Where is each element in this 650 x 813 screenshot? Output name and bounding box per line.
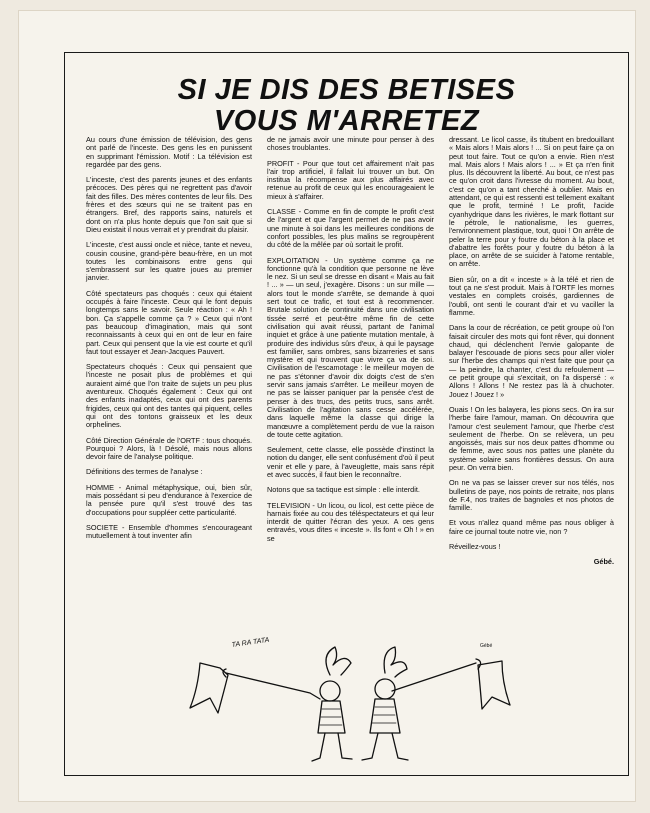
column-1 xyxy=(86,136,252,547)
paragraph: Bien sûr, on a dit « inceste » à la télé et rien de tout ça ne s'est produit. Mais à l'ORTF les mornes vestales en complets croisés, gardiennes de l'oubli, ont senti le courant d'air et vu vaciller la flamme. xyxy=(449,274,614,317)
right-banner xyxy=(478,661,510,709)
column-2 xyxy=(267,136,434,550)
trumpeters-illustration xyxy=(180,613,520,763)
page xyxy=(18,10,636,802)
paragraph: Seulement, cette classe, elle possède d'instinct la notion du danger, elle sent confusément d'où il peut venir et elle y pare, à l'aveuglette, mais sans répit et avec succès, il faut bien le reconnaître. xyxy=(267,445,434,479)
paragraph: de ne jamais avoir une minute pour penser à des choses troublantes. xyxy=(267,135,434,153)
left-trumpet xyxy=(223,669,320,699)
paragraph: Réveillez-vous ! xyxy=(449,542,501,552)
paragraph: Dans la cour de récréation, ce petit groupe où l'on faisait circuler des mots qui font rêver, qui donnent chaud, qui déclenchent l'envie galopante de balayer l'escouade de pions secs pour aller violer sur l'herbe des champs qui n'est faite que pour ça — la peindre, la chanter, c'est du refoulement — ce petit groupe qui s'excitait, on l'a dispersé : « Allons ! Allons ! Ne restez pas là à chuchoter. Jouez ! Jouez ! » xyxy=(449,323,614,399)
paragraph: Ouais ! On les balayera, les pions secs. On ira sur l'herbe faire l'amour, maman. On découvrira que l'amour c'est seulement l'amour, que l'herbe c'est seulement de l'herbe. On se relèvera, un peu angoissés, mais sur nos deux pattes d'homme ou de femme, avec sous nos pattes une planète du système solaire sans frontières dessus. On aura peur. On verra bien. xyxy=(449,404,614,472)
title-line-1: SI JE DIS DES BETISES xyxy=(177,74,516,106)
title-line-2: VOUS M'ARRETEZ xyxy=(213,105,480,137)
paragraph: TELEVISION - Un licou, ou licol, est cette pièce de harnais fixée au cou des téléspectateurs et qui leur interdit de quitter l'écran des yeux. A ces gens entravés, vous dites « inceste ». Ils font « Oh ! » en se xyxy=(267,500,434,543)
right-legs xyxy=(362,733,408,760)
paragraph: Définitions des termes de l'analyse : xyxy=(86,467,203,477)
left-head xyxy=(320,681,340,701)
left-banner xyxy=(190,663,228,713)
paragraph: Et vous n'allez quand même pas nous obliger à faire ce journal toute notre vie, non ? xyxy=(449,518,614,536)
article-frame xyxy=(64,52,629,776)
paragraph: Au cours d'une émission de télévision, des gens ont parlé de l'inceste. Des gens les en punissent en supprimant l'émission. Motif : La télévision est regardée par des gens. xyxy=(86,135,252,169)
paragraph: On ne va pas se laisser crever sur nos télés, nos bulletins de paye, nos points de retraite, nos plans de F.4, nos traites de bagnoles et nos photos de famille. xyxy=(449,478,614,513)
illustration-caption: TA RA TATA xyxy=(231,636,270,649)
left-plume xyxy=(326,647,351,675)
right-body xyxy=(370,699,400,733)
right-plume xyxy=(384,647,407,677)
paragraph: EXPLOITATION - Un système comme ça ne fonctionne qu'à la condition que personne ne lève le nez. Si un seul se dresse en disant « Mais au fait ! ... » — un seul, j'exagère. Disons : un sur mille — alors tout le monde s'arrête, se demande à quoi sert tout ce trafic, et tout est à recommencer. Brutale solution de continuité dans une civilisation tissée serré et peut-être même fin de cette civilisation qui avait réussi, partant de l'animal inquiet et grâce à une patiente mutation mentale, à produire des individus sûrs d'eux, à qui le paysage est familier, sans ombres, sans bizarreries et sans mystère et qui trouvent que vivre ça va de soi. Civilisation de l'escamotage : le meilleur moyen de ne pas s'étonner d'avoir dix doigts c'est de s'en servir sans jamais s'arrêter. Le meilleur moyen de ne pas se laisser paniquer par la pensée c'est de penser à des trucs, des petits trucs, sans arrêt. Civilisation de l'agitation sans cesse accélérée, dans laquelle même la classe qui dirige la manœuvre a complètement perdu de vue la raison de toute cette agitation. xyxy=(267,255,434,439)
paragraph: CLASSE - Comme en fin de compte le profit c'est de l'argent et que l'argent permet de ne pas avoir une minute à soi dans les meilleures conditions de confort possibles, les plus malins se regroupèrent du côté de la mêlée par où sortait le profit. xyxy=(267,207,434,250)
paragraph: Côté Direction Générale de l'ORTF : tous choqués. Pourquoi ? Alors, là ! Désolé, mais nous allons devoir faire de l'analyse politique. xyxy=(86,435,252,462)
paragraph: L'inceste, c'est aussi oncle et nièce, tante et neveu, cousin cousine, grand-père beau-frère, en un mot toutes les combinaisons entre gens qui s'embrassent sur les quatre joues au premier janvier. xyxy=(86,240,252,283)
column-3 xyxy=(449,136,614,567)
right-head xyxy=(375,679,395,699)
paragraph: Spectateurs choqués : Ceux qui pensaient que l'inceste ne posait plus de problèmes et qui auraient aimé que l'on traite de sujets un peu plus aventureux. Choqués également : Ceux qui ont des enfants inadaptés, ceux qui ont des parents frigides, ceux qui ont des tantes qui piquent, celles qui ont des tontons graisseux et les deux orphelines. xyxy=(86,362,252,430)
paragraph: PROFIT - Pour que tout cet affairement n'ait pas l'air trop artificiel, il fallait lui trouver un but. On institua la récompense aux plus affairés avec retenue au profit de ceux qui les encourageaient le mieux à s'affairer. xyxy=(267,158,434,201)
illustration-signature: Gébé xyxy=(480,643,493,649)
paragraph: L'inceste, c'est des parents jeunes et des enfants précoces. Des pères qui ne regrettent pas d'avoir fait des filles. Des mères contentes de leur fils. Des frères et des sœurs qui ne se traitent pas en étrangers. Bref, des rapports sains, naturels et dont on n'a plus honte depuis que l'on sait que si Dieu existait il nous verrait et y prendrait du plaisir. xyxy=(86,175,252,234)
article-title xyxy=(65,75,628,137)
paragraph: dressant. Le licol casse, ils titubent en bredouillant « Mais alors ! Mais alors ! ... Si on peut faire ça on peut tout faire. Tout ce qu'on a envie. Rien n'est mal. Mais alors ! Mais alors ! ... » Et ça n'en finit plus. Ils découvrent la liberté. Au bout, ce n'est pas ce qu'on croit dans l'ivresse du moment. Au bout, c'est ce qu'on a tant cherché à oublier. Mais en attendant, ce qui est ressenti est tellement exaltant que le profit, terminé ! Le profit, l'acide cyanhydrique dans les rivières, le mark flottant sur le pétrole, le nationalisme, les guerres, l'environnement plastique, tout, quoi ! On arrête de peler la terre pour y foutre du béton à la place et d'abattre les forêts pour y foutre du béton à la place, on arrête de se suicider à l'atome rentable, on arrête. xyxy=(449,135,614,269)
paragraph: Notons que sa tactique est simple : elle interdit. xyxy=(267,485,420,495)
left-legs xyxy=(312,733,352,761)
author-signature: Gébé. xyxy=(593,557,614,567)
paragraph: SOCIETE - Ensemble d'hommes s'encourageant mutuellement à tout inventer afin xyxy=(86,522,252,541)
paragraph: HOMME - Animal métaphysique, oui, bien sûr, mais possédant si peu d'endurance à l'exercice de la pensée pure qu'il s'est trouvé des tas d'occupations pour suppléer cette particularité. xyxy=(86,482,252,517)
paragraph: Côté spectateurs pas choqués : ceux qui étaient occupés à faire l'inceste. Ceux qui le font depuis longtemps sans le savoir. Seule réaction : « Ah ! bon. Ça s'appelle comme ça ? » Ceux qui n'ont pas beaucoup d'imagination, mais qui sont reconnaissants à ceux qui en ont de leur en faire part. Ceux qui pensent que la vie est courte et qu'il faut tout essayer et Jean-Jacques Pauvert. xyxy=(86,288,252,356)
